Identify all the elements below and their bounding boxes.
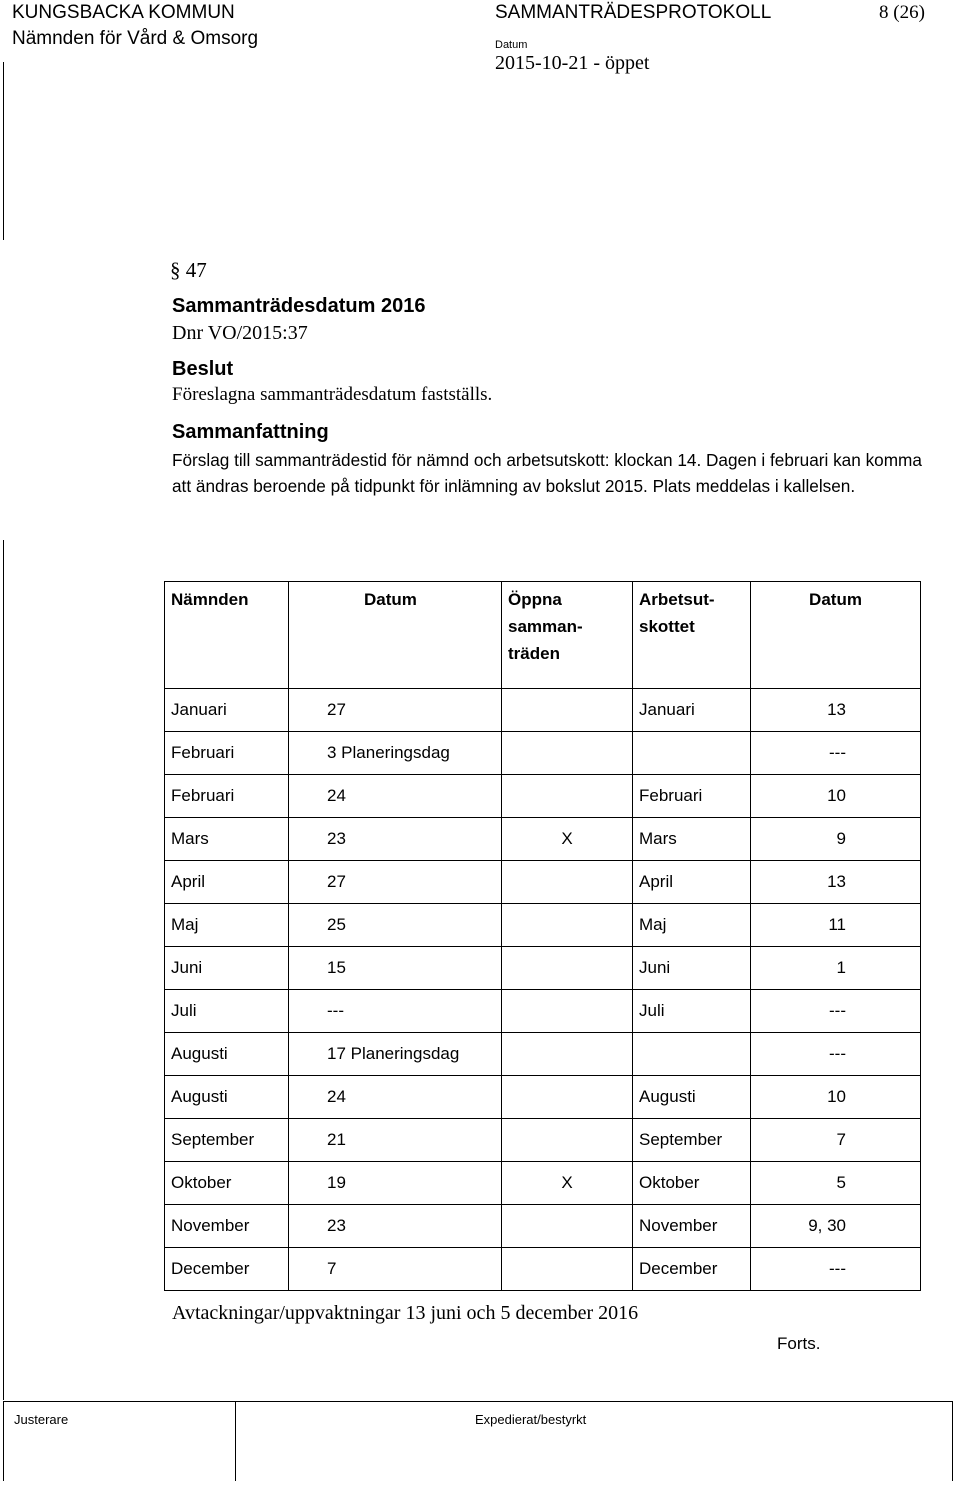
summary-heading: Sammanfattning <box>172 421 329 443</box>
organization-name: KUNGSBACKA KOMMUN <box>12 2 235 23</box>
cell-date: 17 Planeringsdag <box>289 1033 502 1076</box>
cell-work-month <box>633 1033 751 1076</box>
date-value: 2015-10-21 - öppet <box>495 52 650 74</box>
cell-work-month: Maj <box>633 904 751 947</box>
cell-work-month: Juli <box>633 990 751 1033</box>
cell-month: Februari <box>165 775 289 818</box>
cell-month: Februari <box>165 732 289 775</box>
cell-work-date: 11 <box>751 904 921 947</box>
cell-date: 24 <box>289 775 502 818</box>
cell-date: 3 Planeringsdag <box>289 732 502 775</box>
margin-rule-top <box>3 62 4 240</box>
cell-work-month: Augusti <box>633 1076 751 1119</box>
table-row <box>165 1162 921 1205</box>
cell-month: Juni <box>165 947 289 990</box>
cell-date: 25 <box>289 904 502 947</box>
cell-open: X <box>502 1162 633 1205</box>
cell-date: 24 <box>289 1076 502 1119</box>
cell-work-month: November <box>633 1205 751 1248</box>
page-number: 8 (26) <box>879 2 925 23</box>
cell-open <box>502 1205 633 1248</box>
cell-work-month: April <box>633 861 751 904</box>
table-row <box>165 1076 921 1119</box>
table-row <box>165 689 921 732</box>
table-header-row <box>165 582 921 689</box>
cell-month: Oktober <box>165 1162 289 1205</box>
cell-month: Augusti <box>165 1033 289 1076</box>
meeting-schedule-table <box>164 581 921 1291</box>
cell-month: Januari <box>165 689 289 732</box>
committee-name: Nämnden för Vård & Omsorg <box>12 28 259 49</box>
footer-divider <box>235 1401 236 1481</box>
decision-text: Föreslagna sammanträdesdatum fastställs. <box>172 384 493 405</box>
cell-open <box>502 904 633 947</box>
cell-work-month: Mars <box>633 818 751 861</box>
cell-month: December <box>165 1248 289 1291</box>
cell-open <box>502 1033 633 1076</box>
table-row <box>165 732 921 775</box>
cell-work-month <box>633 732 751 775</box>
cell-open <box>502 861 633 904</box>
cell-open <box>502 732 633 775</box>
cell-month: Mars <box>165 818 289 861</box>
cell-date: 7 <box>289 1248 502 1291</box>
margin-rule-bottom <box>3 540 4 1400</box>
dispatched-label: Expedierat/bestyrkt <box>475 1412 587 1427</box>
cell-work-month: Januari <box>633 689 751 732</box>
table-row <box>165 947 921 990</box>
continued-label: Forts. <box>777 1334 821 1353</box>
document-type: SAMMANTRÄDESPROTOKOLL <box>495 2 772 23</box>
header-work-committee: Arbetsut- skottet <box>633 582 751 689</box>
cell-open: X <box>502 818 633 861</box>
cell-work-month: Juni <box>633 947 751 990</box>
diary-number: Dnr VO/2015:37 <box>172 322 308 344</box>
cell-work-date: 13 <box>751 861 921 904</box>
table-row <box>165 775 921 818</box>
decision-heading: Beslut <box>172 358 234 380</box>
cell-month: Augusti <box>165 1076 289 1119</box>
cell-work-date: 13 <box>751 689 921 732</box>
cell-date: 27 <box>289 689 502 732</box>
cell-open <box>502 689 633 732</box>
footer-border-right <box>952 1401 953 1481</box>
cell-month: November <box>165 1205 289 1248</box>
adjuster-label: Justerare <box>14 1412 69 1427</box>
footer-border-left <box>3 1401 4 1481</box>
cell-open <box>502 947 633 990</box>
cell-work-date: --- <box>751 1248 921 1291</box>
table-row <box>165 818 921 861</box>
table-row <box>165 904 921 947</box>
cell-work-date: 1 <box>751 947 921 990</box>
table-row <box>165 990 921 1033</box>
cell-work-date: 10 <box>751 775 921 818</box>
cell-date: 23 <box>289 818 502 861</box>
farewell-note: Avtackningar/uppvaktningar 13 juni och 5 december 2016 <box>172 1302 639 1324</box>
header-work-date: Datum <box>751 582 921 689</box>
cell-open <box>502 775 633 818</box>
cell-month: April <box>165 861 289 904</box>
footer-rule <box>3 1401 953 1402</box>
cell-date: 15 <box>289 947 502 990</box>
cell-work-month: December <box>633 1248 751 1291</box>
cell-work-date: --- <box>751 1033 921 1076</box>
cell-open <box>502 1248 633 1291</box>
cell-month: Juli <box>165 990 289 1033</box>
table-row <box>165 1033 921 1076</box>
table-row <box>165 1119 921 1162</box>
cell-date: 23 <box>289 1205 502 1248</box>
cell-open <box>502 1076 633 1119</box>
table-row <box>165 1205 921 1248</box>
cell-work-date: 10 <box>751 1076 921 1119</box>
date-label: Datum <box>495 39 528 51</box>
cell-work-date: 5 <box>751 1162 921 1205</box>
summary-text: Förslag till sammanträdestid för nämnd och arbetsutskott: klockan 14. Dagen i februari kan komma att ändras beroende på tidpunkt för inlämning av bokslut 2015. Plats meddelas i kallelsen. <box>172 450 922 496</box>
cell-work-date: --- <box>751 732 921 775</box>
cell-month: September <box>165 1119 289 1162</box>
header-date: Datum <box>289 582 502 689</box>
header-open-meetings: Öppna samman- träden <box>502 582 633 689</box>
cell-work-date: 9 <box>751 818 921 861</box>
cell-month: Maj <box>165 904 289 947</box>
section-title: Sammanträdesdatum 2016 <box>172 295 426 317</box>
cell-work-month: Oktober <box>633 1162 751 1205</box>
table-row <box>165 1248 921 1291</box>
cell-open <box>502 990 633 1033</box>
paragraph-number: § 47 <box>170 258 207 282</box>
cell-date: --- <box>289 990 502 1033</box>
cell-date: 27 <box>289 861 502 904</box>
cell-work-date: 7 <box>751 1119 921 1162</box>
cell-work-month: September <box>633 1119 751 1162</box>
cell-date: 19 <box>289 1162 502 1205</box>
cell-work-date: 9, 30 <box>751 1205 921 1248</box>
cell-work-month: Februari <box>633 775 751 818</box>
cell-date: 21 <box>289 1119 502 1162</box>
cell-open <box>502 1119 633 1162</box>
header-committee: Nämnden <box>165 582 289 689</box>
table-row <box>165 861 921 904</box>
cell-work-date: --- <box>751 990 921 1033</box>
